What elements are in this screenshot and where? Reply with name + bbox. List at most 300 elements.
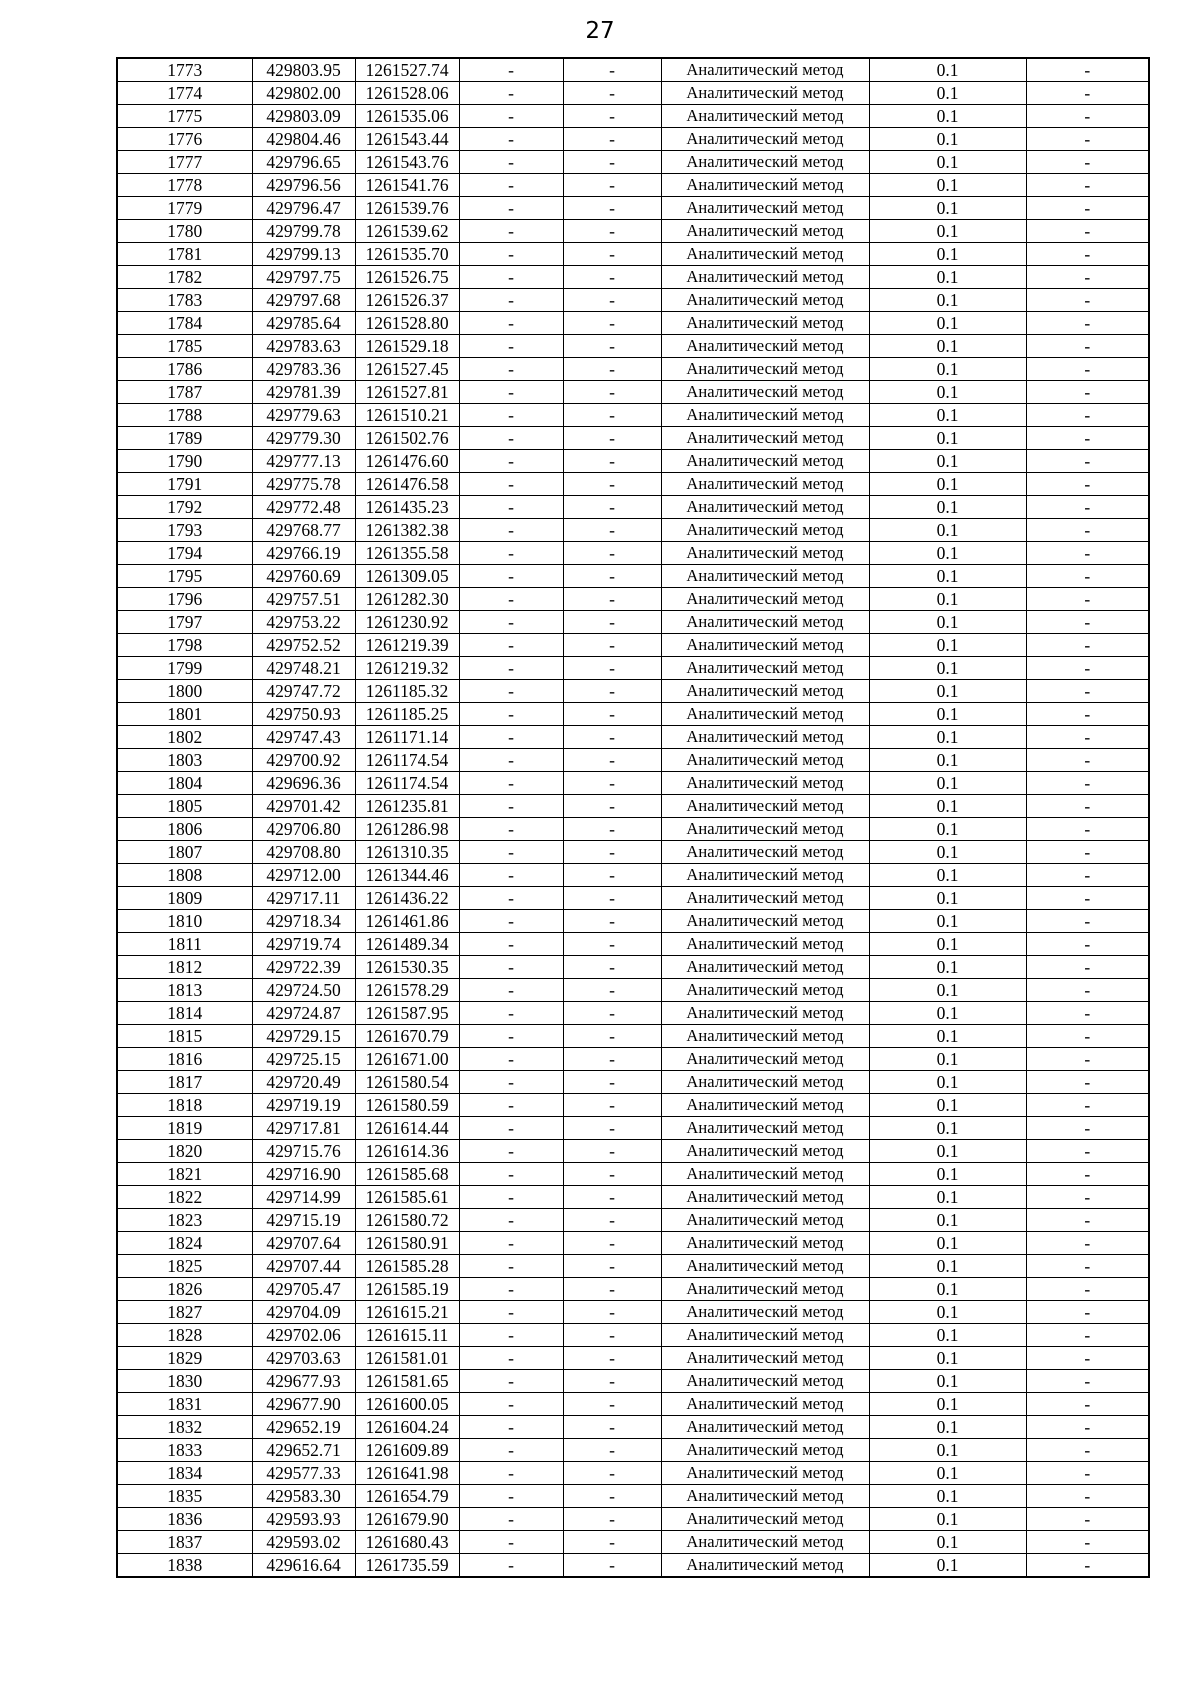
x-coordinate-cell: 429752.52: [252, 634, 355, 657]
empty-dash-cell: -: [459, 1324, 563, 1347]
empty-dash-cell: -: [563, 1508, 661, 1531]
method-cell: Аналитический метод: [661, 1232, 869, 1255]
table-row: [117, 473, 1149, 496]
table-row: [117, 1025, 1149, 1048]
empty-dash-cell: -: [459, 427, 563, 450]
method-cell: Аналитический метод: [661, 795, 869, 818]
x-coordinate-cell: 429796.47: [252, 197, 355, 220]
empty-dash-cell: -: [1026, 841, 1149, 864]
precision-cell: 0.1: [869, 1094, 1026, 1117]
precision-cell: 0.1: [869, 749, 1026, 772]
table-row: [117, 818, 1149, 841]
empty-dash-cell: -: [459, 1094, 563, 1117]
empty-dash-cell: -: [563, 450, 661, 473]
x-coordinate-cell: 429750.93: [252, 703, 355, 726]
method-cell: Аналитический метод: [661, 473, 869, 496]
y-coordinate-cell: 1261671.00: [355, 1048, 459, 1071]
empty-dash-cell: -: [459, 312, 563, 335]
x-coordinate-cell: 429706.80: [252, 818, 355, 841]
method-cell: Аналитический метод: [661, 1048, 869, 1071]
table-row: [117, 243, 1149, 266]
x-coordinate-cell: 429757.51: [252, 588, 355, 611]
y-coordinate-cell: 1261609.89: [355, 1439, 459, 1462]
table-row: [117, 703, 1149, 726]
empty-dash-cell: -: [1026, 358, 1149, 381]
y-coordinate-cell: 1261541.76: [355, 174, 459, 197]
empty-dash-cell: -: [563, 1301, 661, 1324]
empty-dash-cell: -: [1026, 933, 1149, 956]
point-number-cell: 1835: [117, 1485, 252, 1508]
precision-cell: 0.1: [869, 588, 1026, 611]
x-coordinate-cell: 429799.13: [252, 243, 355, 266]
empty-dash-cell: -: [459, 473, 563, 496]
y-coordinate-cell: 1261344.46: [355, 864, 459, 887]
y-coordinate-cell: 1261679.90: [355, 1508, 459, 1531]
table-row: [117, 1324, 1149, 1347]
empty-dash-cell: -: [1026, 565, 1149, 588]
empty-dash-cell: -: [1026, 1278, 1149, 1301]
empty-dash-cell: -: [1026, 910, 1149, 933]
precision-cell: 0.1: [869, 427, 1026, 450]
x-coordinate-cell: 429577.33: [252, 1462, 355, 1485]
y-coordinate-cell: 1261654.79: [355, 1485, 459, 1508]
empty-dash-cell: -: [563, 841, 661, 864]
method-cell: Аналитический метод: [661, 220, 869, 243]
precision-cell: 0.1: [869, 1186, 1026, 1209]
method-cell: Аналитический метод: [661, 1071, 869, 1094]
empty-dash-cell: -: [1026, 956, 1149, 979]
empty-dash-cell: -: [1026, 611, 1149, 634]
empty-dash-cell: -: [563, 82, 661, 105]
precision-cell: 0.1: [869, 1163, 1026, 1186]
point-number-cell: 1798: [117, 634, 252, 657]
point-number-cell: 1781: [117, 243, 252, 266]
empty-dash-cell: -: [563, 979, 661, 1002]
y-coordinate-cell: 1261585.68: [355, 1163, 459, 1186]
empty-dash-cell: -: [459, 703, 563, 726]
y-coordinate-cell: 1261615.21: [355, 1301, 459, 1324]
method-cell: Аналитический метод: [661, 749, 869, 772]
point-number-cell: 1804: [117, 772, 252, 795]
empty-dash-cell: -: [459, 1301, 563, 1324]
empty-dash-cell: -: [1026, 381, 1149, 404]
empty-dash-cell: -: [1026, 151, 1149, 174]
empty-dash-cell: -: [1026, 634, 1149, 657]
y-coordinate-cell: 1261580.91: [355, 1232, 459, 1255]
x-coordinate-cell: 429803.09: [252, 105, 355, 128]
method-cell: Аналитический метод: [661, 1554, 869, 1578]
empty-dash-cell: -: [563, 128, 661, 151]
method-cell: Аналитический метод: [661, 542, 869, 565]
empty-dash-cell: -: [459, 1209, 563, 1232]
x-coordinate-cell: 429796.65: [252, 151, 355, 174]
table-row: [117, 1508, 1149, 1531]
table-row: [117, 1117, 1149, 1140]
empty-dash-cell: -: [1026, 1347, 1149, 1370]
precision-cell: 0.1: [869, 381, 1026, 404]
empty-dash-cell: -: [1026, 289, 1149, 312]
y-coordinate-cell: 1261614.44: [355, 1117, 459, 1140]
x-coordinate-cell: 429717.11: [252, 887, 355, 910]
empty-dash-cell: -: [563, 565, 661, 588]
x-coordinate-cell: 429593.93: [252, 1508, 355, 1531]
y-coordinate-cell: 1261600.05: [355, 1393, 459, 1416]
table-row: [117, 887, 1149, 910]
empty-dash-cell: -: [563, 749, 661, 772]
method-cell: Аналитический метод: [661, 680, 869, 703]
empty-dash-cell: -: [459, 565, 563, 588]
table-row: [117, 174, 1149, 197]
y-coordinate-cell: 1261585.19: [355, 1278, 459, 1301]
point-number-cell: 1793: [117, 519, 252, 542]
point-number-cell: 1792: [117, 496, 252, 519]
y-coordinate-cell: 1261476.60: [355, 450, 459, 473]
empty-dash-cell: -: [563, 358, 661, 381]
method-cell: Аналитический метод: [661, 1186, 869, 1209]
point-number-cell: 1794: [117, 542, 252, 565]
y-coordinate-cell: 1261535.70: [355, 243, 459, 266]
x-coordinate-cell: 429797.68: [252, 289, 355, 312]
table-body: [117, 58, 1149, 1577]
empty-dash-cell: -: [563, 1439, 661, 1462]
table-row: [117, 266, 1149, 289]
method-cell: Аналитический метод: [661, 1439, 869, 1462]
method-cell: Аналитический метод: [661, 105, 869, 128]
table-row: [117, 588, 1149, 611]
empty-dash-cell: -: [563, 680, 661, 703]
table-row: [117, 1140, 1149, 1163]
precision-cell: 0.1: [869, 197, 1026, 220]
y-coordinate-cell: 1261680.43: [355, 1531, 459, 1554]
empty-dash-cell: -: [1026, 657, 1149, 680]
table-row: [117, 1002, 1149, 1025]
point-number-cell: 1799: [117, 657, 252, 680]
y-coordinate-cell: 1261174.54: [355, 749, 459, 772]
method-cell: Аналитический метод: [661, 1416, 869, 1439]
table-row: [117, 1186, 1149, 1209]
y-coordinate-cell: 1261219.32: [355, 657, 459, 680]
empty-dash-cell: -: [459, 1508, 563, 1531]
empty-dash-cell: -: [459, 979, 563, 1002]
precision-cell: 0.1: [869, 772, 1026, 795]
empty-dash-cell: -: [563, 588, 661, 611]
table-row: [117, 565, 1149, 588]
x-coordinate-cell: 429724.50: [252, 979, 355, 1002]
table-row: [117, 611, 1149, 634]
table-row: [117, 404, 1149, 427]
empty-dash-cell: -: [459, 1393, 563, 1416]
empty-dash-cell: -: [563, 266, 661, 289]
precision-cell: 0.1: [869, 496, 1026, 519]
method-cell: Аналитический метод: [661, 910, 869, 933]
precision-cell: 0.1: [869, 1117, 1026, 1140]
table-row: [117, 795, 1149, 818]
y-coordinate-cell: 1261435.23: [355, 496, 459, 519]
empty-dash-cell: -: [563, 1485, 661, 1508]
y-coordinate-cell: 1261587.95: [355, 1002, 459, 1025]
point-number-cell: 1831: [117, 1393, 252, 1416]
empty-dash-cell: -: [1026, 1393, 1149, 1416]
precision-cell: 0.1: [869, 358, 1026, 381]
table-row: [117, 1232, 1149, 1255]
empty-dash-cell: -: [563, 58, 661, 82]
table-row: [117, 1209, 1149, 1232]
empty-dash-cell: -: [459, 1370, 563, 1393]
x-coordinate-cell: 429707.44: [252, 1255, 355, 1278]
empty-dash-cell: -: [1026, 680, 1149, 703]
empty-dash-cell: -: [1026, 1140, 1149, 1163]
point-number-cell: 1822: [117, 1186, 252, 1209]
y-coordinate-cell: 1261527.74: [355, 58, 459, 82]
y-coordinate-cell: 1261578.29: [355, 979, 459, 1002]
empty-dash-cell: -: [563, 174, 661, 197]
empty-dash-cell: -: [459, 1485, 563, 1508]
table-row: [117, 542, 1149, 565]
empty-dash-cell: -: [563, 1324, 661, 1347]
empty-dash-cell: -: [459, 818, 563, 841]
empty-dash-cell: -: [1026, 312, 1149, 335]
empty-dash-cell: -: [1026, 243, 1149, 266]
point-number-cell: 1803: [117, 749, 252, 772]
y-coordinate-cell: 1261580.72: [355, 1209, 459, 1232]
x-coordinate-cell: 429715.19: [252, 1209, 355, 1232]
point-number-cell: 1834: [117, 1462, 252, 1485]
empty-dash-cell: -: [459, 749, 563, 772]
method-cell: Аналитический метод: [661, 1531, 869, 1554]
method-cell: Аналитический метод: [661, 979, 869, 1002]
empty-dash-cell: -: [459, 657, 563, 680]
y-coordinate-cell: 1261735.59: [355, 1554, 459, 1578]
empty-dash-cell: -: [459, 1117, 563, 1140]
empty-dash-cell: -: [563, 703, 661, 726]
empty-dash-cell: -: [563, 1232, 661, 1255]
point-number-cell: 1779: [117, 197, 252, 220]
precision-cell: 0.1: [869, 1002, 1026, 1025]
point-number-cell: 1825: [117, 1255, 252, 1278]
empty-dash-cell: -: [1026, 1209, 1149, 1232]
precision-cell: 0.1: [869, 1554, 1026, 1578]
method-cell: Аналитический метод: [661, 519, 869, 542]
method-cell: Аналитический метод: [661, 887, 869, 910]
empty-dash-cell: -: [459, 266, 563, 289]
empty-dash-cell: -: [1026, 1301, 1149, 1324]
method-cell: Аналитический метод: [661, 1117, 869, 1140]
y-coordinate-cell: 1261530.35: [355, 956, 459, 979]
precision-cell: 0.1: [869, 611, 1026, 634]
x-coordinate-cell: 429719.74: [252, 933, 355, 956]
empty-dash-cell: -: [563, 1531, 661, 1554]
point-number-cell: 1818: [117, 1094, 252, 1117]
x-coordinate-cell: 429616.64: [252, 1554, 355, 1578]
empty-dash-cell: -: [1026, 335, 1149, 358]
empty-dash-cell: -: [563, 404, 661, 427]
point-number-cell: 1836: [117, 1508, 252, 1531]
point-number-cell: 1776: [117, 128, 252, 151]
empty-dash-cell: -: [1026, 1554, 1149, 1578]
empty-dash-cell: -: [563, 1186, 661, 1209]
precision-cell: 0.1: [869, 266, 1026, 289]
empty-dash-cell: -: [459, 335, 563, 358]
empty-dash-cell: -: [459, 1531, 563, 1554]
precision-cell: 0.1: [869, 1209, 1026, 1232]
empty-dash-cell: -: [563, 1255, 661, 1278]
empty-dash-cell: -: [459, 1232, 563, 1255]
point-number-cell: 1780: [117, 220, 252, 243]
point-number-cell: 1819: [117, 1117, 252, 1140]
point-number-cell: 1801: [117, 703, 252, 726]
precision-cell: 0.1: [869, 1370, 1026, 1393]
x-coordinate-cell: 429781.39: [252, 381, 355, 404]
table-row: [117, 289, 1149, 312]
y-coordinate-cell: 1261580.54: [355, 1071, 459, 1094]
point-number-cell: 1789: [117, 427, 252, 450]
empty-dash-cell: -: [1026, 58, 1149, 82]
point-number-cell: 1786: [117, 358, 252, 381]
x-coordinate-cell: 429753.22: [252, 611, 355, 634]
x-coordinate-cell: 429712.00: [252, 864, 355, 887]
table-row: [117, 358, 1149, 381]
y-coordinate-cell: 1261539.62: [355, 220, 459, 243]
table-row: [117, 105, 1149, 128]
precision-cell: 0.1: [869, 933, 1026, 956]
x-coordinate-cell: 429747.72: [252, 680, 355, 703]
empty-dash-cell: -: [563, 634, 661, 657]
empty-dash-cell: -: [1026, 197, 1149, 220]
precision-cell: 0.1: [869, 312, 1026, 335]
precision-cell: 0.1: [869, 680, 1026, 703]
empty-dash-cell: -: [459, 82, 563, 105]
method-cell: Аналитический метод: [661, 1324, 869, 1347]
method-cell: Аналитический метод: [661, 703, 869, 726]
method-cell: Аналитический метод: [661, 657, 869, 680]
empty-dash-cell: -: [459, 588, 563, 611]
empty-dash-cell: -: [459, 864, 563, 887]
empty-dash-cell: -: [563, 312, 661, 335]
x-coordinate-cell: 429766.19: [252, 542, 355, 565]
empty-dash-cell: -: [459, 726, 563, 749]
empty-dash-cell: -: [459, 1002, 563, 1025]
empty-dash-cell: -: [563, 473, 661, 496]
y-coordinate-cell: 1261230.92: [355, 611, 459, 634]
table-row: [117, 910, 1149, 933]
precision-cell: 0.1: [869, 795, 1026, 818]
table-row: [117, 151, 1149, 174]
x-coordinate-cell: 429779.30: [252, 427, 355, 450]
y-coordinate-cell: 1261171.14: [355, 726, 459, 749]
empty-dash-cell: -: [563, 933, 661, 956]
empty-dash-cell: -: [1026, 1232, 1149, 1255]
precision-cell: 0.1: [869, 220, 1026, 243]
point-number-cell: 1784: [117, 312, 252, 335]
empty-dash-cell: -: [563, 1416, 661, 1439]
x-coordinate-cell: 429716.90: [252, 1163, 355, 1186]
empty-dash-cell: -: [563, 105, 661, 128]
empty-dash-cell: -: [459, 1140, 563, 1163]
empty-dash-cell: -: [563, 1140, 661, 1163]
y-coordinate-cell: 1261580.59: [355, 1094, 459, 1117]
empty-dash-cell: -: [459, 404, 563, 427]
empty-dash-cell: -: [563, 519, 661, 542]
y-coordinate-cell: 1261615.11: [355, 1324, 459, 1347]
point-number-cell: 1782: [117, 266, 252, 289]
empty-dash-cell: -: [459, 197, 563, 220]
x-coordinate-cell: 429701.42: [252, 795, 355, 818]
x-coordinate-cell: 429804.46: [252, 128, 355, 151]
precision-cell: 0.1: [869, 1301, 1026, 1324]
page-number: 27: [585, 18, 615, 44]
empty-dash-cell: -: [563, 381, 661, 404]
y-coordinate-cell: 1261527.45: [355, 358, 459, 381]
empty-dash-cell: -: [459, 910, 563, 933]
x-coordinate-cell: 429725.15: [252, 1048, 355, 1071]
empty-dash-cell: -: [1026, 1071, 1149, 1094]
empty-dash-cell: -: [563, 542, 661, 565]
table-row: [117, 427, 1149, 450]
table-row: [117, 220, 1149, 243]
method-cell: Аналитический метод: [661, 841, 869, 864]
point-number-cell: 1817: [117, 1071, 252, 1094]
empty-dash-cell: -: [459, 450, 563, 473]
x-coordinate-cell: 429677.90: [252, 1393, 355, 1416]
method-cell: Аналитический метод: [661, 956, 869, 979]
point-number-cell: 1773: [117, 58, 252, 82]
precision-cell: 0.1: [869, 1071, 1026, 1094]
table-row: [117, 1485, 1149, 1508]
empty-dash-cell: -: [459, 933, 563, 956]
y-coordinate-cell: 1261528.06: [355, 82, 459, 105]
method-cell: Аналитический метод: [661, 933, 869, 956]
empty-dash-cell: -: [1026, 887, 1149, 910]
x-coordinate-cell: 429720.49: [252, 1071, 355, 1094]
x-coordinate-cell: 429775.78: [252, 473, 355, 496]
empty-dash-cell: -: [1026, 496, 1149, 519]
table-row: [117, 1554, 1149, 1578]
point-number-cell: 1824: [117, 1232, 252, 1255]
empty-dash-cell: -: [459, 1554, 563, 1578]
x-coordinate-cell: 429715.76: [252, 1140, 355, 1163]
empty-dash-cell: -: [459, 58, 563, 82]
x-coordinate-cell: 429724.87: [252, 1002, 355, 1025]
method-cell: Аналитический метод: [661, 1462, 869, 1485]
empty-dash-cell: -: [459, 1347, 563, 1370]
empty-dash-cell: -: [459, 634, 563, 657]
empty-dash-cell: -: [563, 1025, 661, 1048]
y-coordinate-cell: 1261585.28: [355, 1255, 459, 1278]
x-coordinate-cell: 429652.19: [252, 1416, 355, 1439]
precision-cell: 0.1: [869, 450, 1026, 473]
point-number-cell: 1797: [117, 611, 252, 634]
point-number-cell: 1791: [117, 473, 252, 496]
empty-dash-cell: -: [1026, 542, 1149, 565]
empty-dash-cell: -: [459, 772, 563, 795]
precision-cell: 0.1: [869, 1531, 1026, 1554]
y-coordinate-cell: 1261641.98: [355, 1462, 459, 1485]
point-number-cell: 1815: [117, 1025, 252, 1048]
precision-cell: 0.1: [869, 726, 1026, 749]
empty-dash-cell: -: [1026, 128, 1149, 151]
empty-dash-cell: -: [563, 243, 661, 266]
point-number-cell: 1826: [117, 1278, 252, 1301]
precision-cell: 0.1: [869, 289, 1026, 312]
empty-dash-cell: -: [459, 174, 563, 197]
table-row: [117, 197, 1149, 220]
method-cell: Аналитический метод: [661, 266, 869, 289]
empty-dash-cell: -: [1026, 174, 1149, 197]
table-row: [117, 1071, 1149, 1094]
precision-cell: 0.1: [869, 335, 1026, 358]
point-number-cell: 1828: [117, 1324, 252, 1347]
point-number-cell: 1802: [117, 726, 252, 749]
